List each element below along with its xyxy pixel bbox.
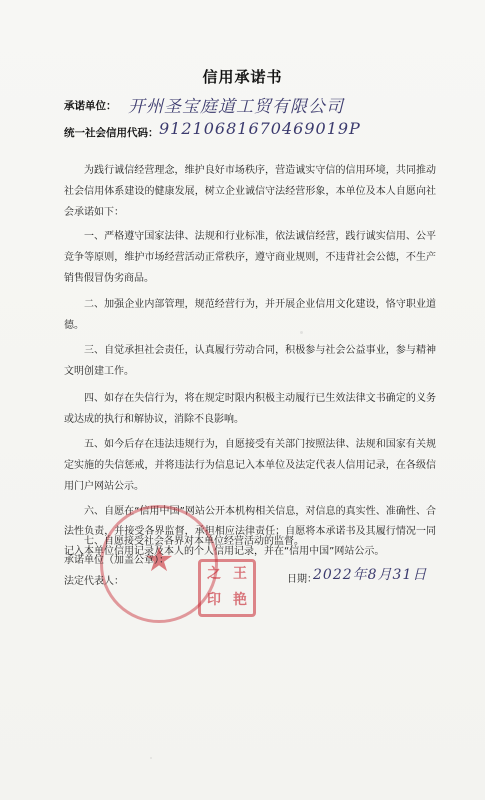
scan-speck: [150, 757, 152, 759]
seal-star-icon: ★: [143, 540, 175, 580]
name-seal-char: 之: [207, 566, 221, 582]
document-title: 信用承诺书: [202, 68, 283, 86]
name-seal-char: 印: [207, 592, 221, 608]
clause-2: 二、加强企业内部管理，规范经营行为，并开展企业信用文化建设，恪守职业道德。: [64, 299, 436, 331]
clause-6: 六、自愿在“信用中国”网站公开本机构相关信息，对信息的真实性、准确性、合法性负责，并接受各界监督，承担相应法律责任；自愿将本承诺书及其履行情况一同记入本单位信用记录及本人的个人信用记录，并在“信用中国”网站公示。: [64, 506, 436, 557]
date-label: 日期：: [287, 574, 317, 585]
clause-7: 七、自愿接受社会各界对本单位经营活动的监督。: [84, 536, 304, 547]
applicant-label: 承诺单位：: [64, 100, 117, 112]
clause-3: 三、自觉承担社会责任，认真履行劳动合同，积极参与社会公益事业，参与精神文明创建工作。: [64, 345, 436, 377]
applicant-handwritten: 开州圣宝庭道工贸有限公司: [128, 97, 344, 117]
scan-speck: [300, 331, 303, 334]
sign-unit-label: 承诺单位（加盖公章）：: [64, 555, 169, 566]
credit-code-label: 统一社会信用代码：: [64, 127, 159, 139]
legal-rep-label: 法定代表人：: [64, 576, 124, 587]
name-seal-char: 王: [233, 566, 247, 582]
credit-code-handwritten: 91210681670469019P: [159, 119, 361, 138]
clause-4: 四、如存在失信行为，将在规定时限内积极主动履行已生效法律文书确定的义务或达成的执行和解协议，消除不良影响。: [64, 393, 436, 425]
intro-paragraph: 为践行诚信经营理念，维护良好市场秩序，营造诚实守信的信用环境，共同推动社会信用体系建设的健康发展，树立企业诚信守法经营形象，本单位及本人自愿向社会承诺如下：: [64, 165, 436, 218]
date-handwritten: 2022年8月31日: [313, 567, 428, 583]
legal-rep-name-seal: [198, 559, 256, 617]
clause-1: 一、严格遵守国家法律、法规和行业标准，依法诚信经营，践行诚实信用、公平竞争等原则，维护市场经营活动正常秩序，遵守商业规则，不违背社会公德，不生产销售假冒伪劣商品。: [64, 231, 436, 284]
clause-5: 五、如今后存在违法违规行为，自愿接受有关部门按照法律、法规和国家有关规定实施的失信惩戒，并将违法行为信息记入本单位及法定代表人信用记录，在各级信用门户网站公示。: [64, 439, 436, 492]
name-seal-char: 艳: [233, 592, 247, 608]
